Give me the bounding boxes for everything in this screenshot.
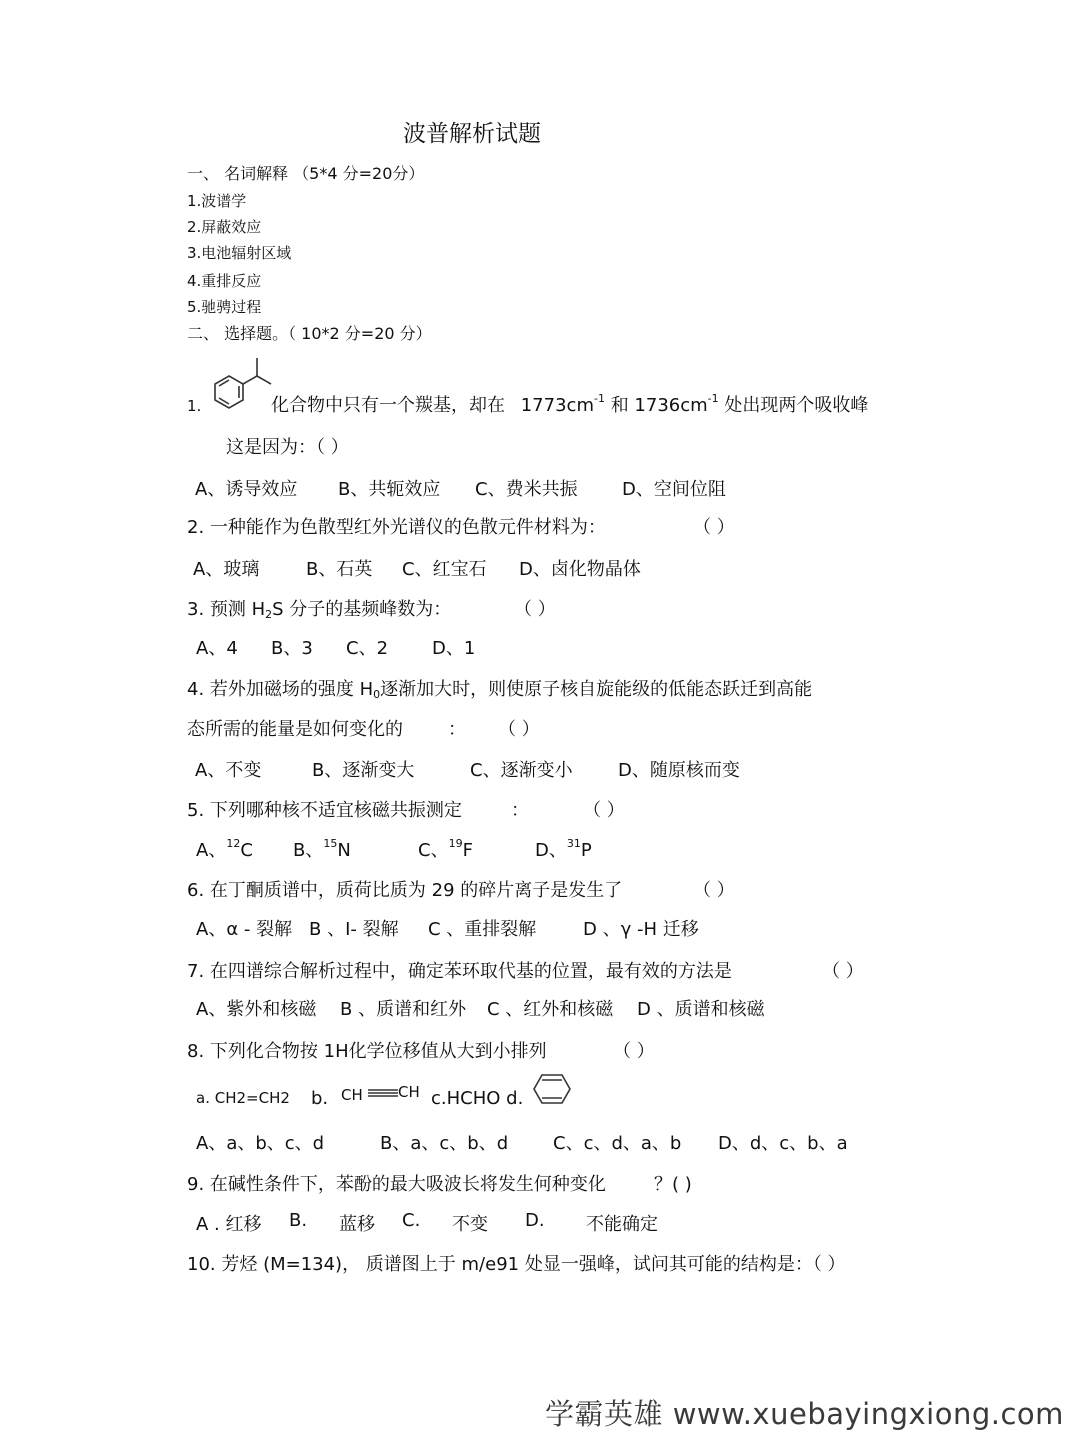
q9-text: 9. 在碱性条件下，苯酚的最大吸波长将发生何种变化: [187, 1174, 606, 1195]
q6-paren: （ ）: [693, 880, 735, 901]
q5-colon: ：: [511, 800, 529, 821]
q5-option-a: A、$^{12}$C: [196, 837, 253, 861]
term-item: 3.电池辐射区域: [187, 244, 292, 262]
term-item: 2.屏蔽效应: [187, 218, 262, 236]
watermark: 学霸英雄 www.xuebayingxiong.com: [545, 1397, 1064, 1431]
q2-text: 2. 一种能作为色散型红外光谱仪的色散元件材料为：: [187, 517, 606, 538]
term-item: 1.波谱学: [187, 192, 247, 210]
q6-option-b: B 、I- 裂解: [309, 919, 399, 940]
q8-text: 8. 下列化合物按 1H化学位移值从大到小排列: [187, 1041, 547, 1062]
q8-ch-right: CH: [398, 1083, 420, 1101]
q1-option-d: D、空间位阻: [622, 479, 726, 500]
q5-option-b: B、$^{15}$N: [293, 837, 351, 861]
term-item: 5.驰骋过程: [187, 298, 262, 316]
q4-option-c: C、逐渐变小: [470, 760, 573, 781]
page-title: 波普解析试题: [403, 121, 541, 147]
triple-bond-structure: [366, 1088, 400, 1098]
q1-option-c: C、费米共振: [475, 479, 578, 500]
q8-compound-cd: c.HCHO d.: [431, 1088, 524, 1109]
q3-option-b: B、3: [271, 638, 313, 659]
q3-option-c: C、2: [346, 638, 389, 659]
q4-option-d: D、随原核而变: [618, 760, 740, 781]
section2-heading: 二、 选择题。（ 10*2 分=20 分）: [187, 324, 432, 343]
section1-heading: 一、 名词解释 （5*4 分=20分）: [187, 164, 425, 183]
q7-text: 7. 在四谱综合解析过程中，确定苯环取代基的位置，最有效的方法是: [187, 961, 732, 982]
q4-text: 4. 若外加磁场的强度 $H_0$逐渐加大时，则使原子核自旋能级的低能态跃迁到高能: [187, 679, 813, 701]
q5-option-c: C、$^{19}$F: [418, 837, 473, 861]
benzene-structure: [532, 1072, 572, 1106]
q8-paren: （ ）: [613, 1041, 655, 1062]
q9-option-d: 不能确定: [586, 1214, 658, 1235]
q1-option-a: A、诱导效应: [195, 479, 298, 500]
q9-option-c-label: C.: [402, 1210, 421, 1231]
q4-option-b: B、逐渐变大: [312, 760, 415, 781]
q7-option-a: A、紫外和核磁: [196, 999, 317, 1020]
q9-option-b-label: B.: [289, 1210, 308, 1231]
q3-text: 3. 预测 $H_2S$ 分子的基频峰数为：: [187, 599, 452, 621]
q5-text: 5. 下列哪种核不适宜核磁共振测定: [187, 800, 462, 821]
q2-option-c: C、红宝石: [402, 559, 487, 580]
q4-paren: （ ）: [498, 719, 540, 740]
q3-option-a: A、4: [196, 638, 238, 659]
q7-option-b: B 、质谱和红外: [340, 999, 467, 1020]
q8-option-c: C、c、d、a、b: [553, 1133, 682, 1154]
q6-option-c: C 、重排裂解: [428, 919, 537, 940]
q7-option-d: D 、质谱和核磁: [637, 999, 765, 1020]
q9-option-a: A . 红移: [196, 1214, 262, 1235]
q9-option-b: 蓝移: [339, 1214, 375, 1235]
q2-option-a: A、玻璃: [193, 559, 260, 580]
q4-line2: 态所需的能量是如何变化的: [187, 719, 403, 740]
q6-option-d: D 、γ -H 迁移: [583, 919, 699, 940]
q7-paren: （ ）: [822, 961, 864, 982]
q8-option-b: B、a、c、b、d: [380, 1133, 509, 1154]
q6-text: 6. 在丁酮质谱中，质荷比质为 29 的碎片离子是发生了: [187, 880, 623, 901]
isopropylbenzene-structure: [205, 352, 277, 414]
q5-paren: （ ）: [583, 800, 625, 821]
q8-option-a: A、a、b、c、d: [196, 1133, 325, 1154]
q4-option-a: A、不变: [195, 760, 262, 781]
q1-option-b: B、共轭效应: [338, 479, 441, 500]
q8-compound-a: a. CH2=CH2: [196, 1089, 290, 1107]
q4-colon: ：: [448, 719, 466, 740]
q2-paren: （ ）: [693, 517, 735, 538]
term-item: 4.重排反应: [187, 272, 262, 290]
q9-paren: ？( ): [654, 1174, 692, 1195]
q9-option-d-label: D.: [525, 1210, 545, 1231]
q8-ch-left: CH: [341, 1086, 363, 1104]
q2-option-b: B、石英: [306, 559, 373, 580]
q5-option-d: D、$^{31}$P: [535, 837, 592, 861]
q8-option-d: D、d、c、b、a: [718, 1133, 848, 1154]
q1-number: 1.: [187, 397, 202, 415]
q9-option-c: 不变: [452, 1214, 488, 1235]
q1-text: 化合物中只有一个羰基，却在 $1773cm^{-1}$ 和 $1736cm^{-1}$ 处出现两个吸收峰: [271, 392, 869, 416]
q2-option-d: D、卤化物晶体: [519, 559, 641, 580]
q3-paren: （ ）: [514, 599, 556, 620]
q6-option-a: A、α - 裂解: [196, 919, 293, 940]
q1-line2: 这是因为：（ ）: [226, 437, 349, 458]
q7-option-c: C 、红外和核磁: [487, 999, 614, 1020]
q3-option-d: D、1: [432, 638, 476, 659]
q10-text: 10. 芳烃 (M=134)， 质谱图上于 m/e91 处显一强峰，试问其可能的结构是：（ ）: [187, 1254, 846, 1275]
q8-compound-b-label: b.: [311, 1088, 329, 1109]
